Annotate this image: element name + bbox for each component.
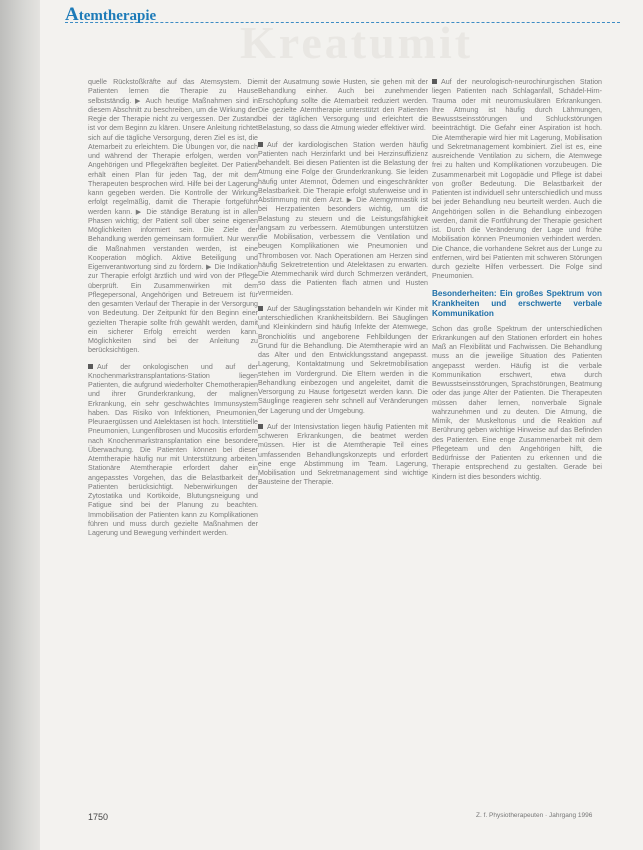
scan-shadow xyxy=(0,0,40,850)
header-rule xyxy=(65,22,620,23)
paragraph: Schon das große Spektrum der unterschiedlichen Erkrankungen auf den Stationen erfordert ein hohes Maß an Flexibilität und Fachwissen. Die Behandlung muss an die jeweilige Situation des Patienten angepasst werden. Häufig ist die verbale Kommunikation erschwert, etwa durch Bewusstseinsstörungen, Sprachstörungen, Beatmung oder das junge Alter der Patienten. Die Therapeuten müssen daher lernen, nonverbale Signale wahrzunehmen und zu deuten. Die Atmung, die Mimik, der Muskeltonus und die Reaktion auf Berührung geben wichtige Hinweise auf das Befinden des Patienten. Eine enge Zusammenarbeit mit dem Pflegeteam und den Angehörigen hilft, die Bedürfnisse der Patienten zu erkennen und die Therapie entsprechend zu gestalten. Gerade bei Kindern ist dies besonders wichtig. xyxy=(432,324,602,481)
page-number: 1750 xyxy=(88,812,109,822)
journal-footer: Z. f. Physiotherapeuten · Jahrgang 1996 xyxy=(476,812,593,819)
subheading: Besonderheiten: Ein großes Spektrum von Krankheiten und erschwerte verbale Kommunikation xyxy=(432,288,602,318)
bullet-paragraph: Auf der Intensivstation liegen häufig Patienten mit schweren Erkrankungen, die beatmet werden müssen. Hier ist die Atemtherapie Teil eines umfassenden Behandlungskonzepts und erfordert eine enge Abstimmung im Team. Lagerung, Mobilisation und Sekretmanagement sind wichtige Bausteine der Therapie. xyxy=(258,422,428,487)
watermark-text: Kreatumit xyxy=(240,17,474,68)
paragraph: mit der Ausatmung sowie Husten, sie gehen mit der Behandlung einher. Auch bei zunehmender Erschöpfung sollte die Atemarbeit reduziert werden. Die gezielte Atemtherapie unterstützt den Patienten bei der täglichen Versorgung und erleichtert die Belastung, so dass die Atmung wieder effektiver wird. xyxy=(258,78,428,133)
text-column-1 xyxy=(88,78,258,838)
text-column-3 xyxy=(432,78,602,838)
header-initial: A xyxy=(65,4,79,25)
bullet-paragraph: Auf der kardiologischen Station werden häufig Patienten nach Herzinfarkt und bei Herzinsuffizienz behandelt. Bei diesen Patienten ist die Belastung der Atmung eine Folge der Grunderkrankung. Sie leiden häufig unter Atemnot, Ödemen und eingeschränkter Belastbarkeit. Die Therapie erfolgt stufenweise und in Abstimmung mit dem Arzt. ▶ Die Atemgymnastik ist bei Herzpatienten besonders wichtig, um die Belastung zu steuern und die Leistungsfähigkeit langsam zu verbessern. Atemübungen unterstützen die Mobilisation, verbessern die Ventilation und beugen Komplikationen wie Pneumonien und Thrombosen vor. Nach Operationen am Herzen sind häufig Sekretretention und Atelektasen zu erwarten. Die Atemmechanik wird durch Schmerzen verändert, so dass die Patienten flach atmen und Husten vermeiden. xyxy=(258,140,428,297)
text-column-2 xyxy=(258,78,428,838)
header-title-rest: temtherapie xyxy=(78,8,157,24)
bullet-paragraph: Auf der neurologisch-neurochirurgischen Station liegen Patienten nach Schlaganfall, Schädel-Hirn-Trauma oder mit neuromuskulären Erkrankungen. Ihre Atmung ist häufig durch Lähmungen, Bewusstseinsstörungen und Schluckstörungen beeinträchtigt. Die Gefahr einer Aspiration ist hoch. Die Atemtherapie wird hier mit Lagerung, Mobilisation und Sekretmanagement kombiniert. Ziel ist es, eine ausreichende Ventilation zu sichern, die Atemwege frei zu halten und Komplikationen vorzubeugen. Die Zusammenarbeit mit Logopädie und Pflege ist dabei von großer Bedeutung. Die Belastbarkeit der Patienten ist individuell sehr unterschiedlich und muss bei jeder Behandlung neu beurteilt werden. Auch die Angehörigen sollen in die Behandlung einbezogen werden, damit die Fortführung der Therapie gesichert ist. Durch die Veränderung der Lage und frühe Mobilisation können Pneumonien verhindert werden. Die Chance, die vorhandene Sekret aus der Lunge zu entfernen, wird bei Patienten mit schweren Störungen durch gezielte Hilfen verbessert. Die Folge sind Pneumonien. xyxy=(432,78,602,281)
paragraph: quelle Rückstoßkräfte auf das Atemsystem. Die Patienten lernen die Therapie zu Hause selbstständig. ▶ Auch heutige Maßnahmen sind in diesem Abschnitt zu beschreiben, um die Wirkung der Regie der Therapie nicht zu vergessen. Der Zustand ist vor dem Beginn zu klären. Unsere Anleitung richtet sich auf die tägliche Versorgung, deren Ziel es ist, die Atemarbeit zu erleichtern. Die Übungen vor, die nach und während der Therapie erfolgen, werden von Angehörigen und Pflegekräften begleitet. Der Patient erhält einen Plan für jeden Tag, der mit dem Therapeuten besprochen wird. Hilfe bei der Lagerung kann gegeben werden. Die Kontrolle der Wirkung erfolgt regelmäßig, damit die Therapie fortgeführt werden kann. ▶ Die ständige Beratung ist in allen Phasen wichtig; der Patient soll über seine eigenen Möglichkeiten informiert sein. Die Ziele der Behandlung werden gemeinsam formuliert. Nur wenn die Maßnahmen verstanden werden, ist eine Kooperation möglich. Aktive Beteiligung und Eigenverantwortung sind zu fördern. ▶ Die Indikation zur Therapie erfolgt ärztlich und wird von der Pflege überprüft. Ein Zusammenwirken mit dem Pflegepersonal, Angehörigen und Betreuern ist für den gesamten Verlauf der Therapie in der Versorgung von Bedeutung. Der Zeitpunkt für den Beginn einer gezielten Therapie sollte früh gewählt werden, damit ein sicherer Erfolg erreicht werden kann. Möglichkeiten sind bei der Anleitung zu berücksichtigen. xyxy=(88,78,258,355)
bullet-paragraph: Auf der Säuglingsstation behandeln wir Kinder mit unterschiedlichen Krankheitsbildern. Bei Säuglingen und Kleinkindern sind häufig Infekte der Atemwege, Bronchiolitis und angeborene Fehlbildungen der Grund für die Behandlung. Die Atemtherapie wird an das Alter und den Entwicklungsstand angepasst. Lagerung, Kontaktatmung und Sekretmobilisation stehen im Vordergrund. Die Eltern werden in die Behandlung einbezogen und angeleitet, damit die Versorgung zu Hause fortgesetzt werden kann. Die Säuglinge reagieren sehr schnell auf Veränderungen der Lagerung und der Umgebung. xyxy=(258,304,428,415)
bullet-paragraph: Auf der onkologischen und auf der Knochenmarkstransplantations-Station liegen Patienten, die aufgrund wiederholter Chemotherapien und ihrer Grunderkrankung, der malignen Erkrankung, ein sehr geschwächtes Immunsystem haben. Das Risiko von Infektionen, Pneumonien, Pleuraergüssen und Atelektasen ist hoch. Interstitielle Pneumonien, Lungenfibrosen und Mucositis erfordern nach Knochenmarkstransplantation eine besondere Überwachung. Die Patienten können bei dieser Atemtherapie häufig nur mit Unterstützung arbeiten. Stationäre Atemtherapie erfordert daher ein angepasstes Vorgehen, das die Belastbarkeit der Patienten berücksichtigt. Nebenwirkungen der Zytostatika und Kortikoide, Blutungsneigung und Fatigue sind bei der Planung zu beachten. Immobilisation der Patienten kann zu Komplikationen führen und muss durch gezielte Maßnahmen der Lagerung und Bewegung verhindert werden. xyxy=(88,362,258,537)
